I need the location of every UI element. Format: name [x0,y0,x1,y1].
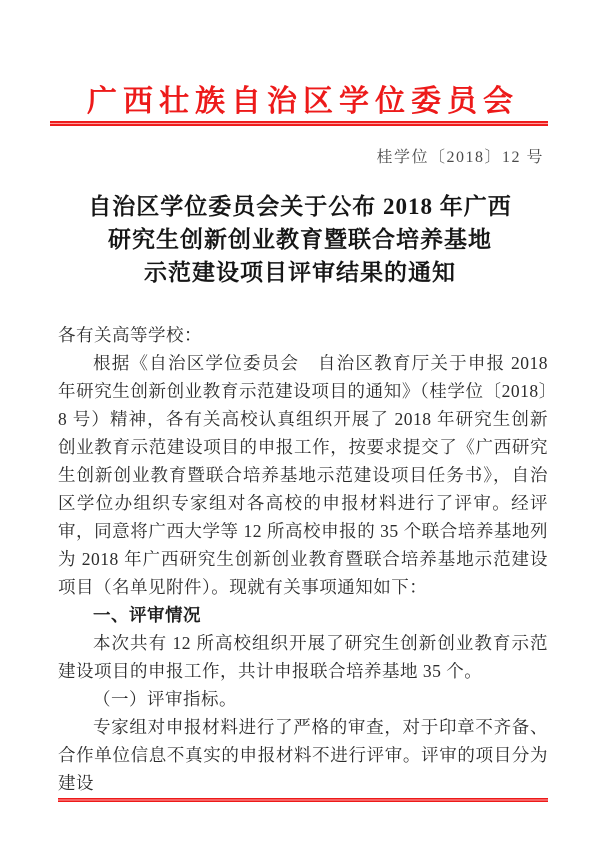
document-body [58,321,548,797]
salutation-line: 各有关高等学校： [58,325,202,345]
paragraph-application-summary: 本次共有 12 所高校组织开展了研究生创新创业教育示范建设项目的申报工作，共计申报联合培养基地 35 个。 [58,633,548,681]
document-reference-number: 桂学位〔2018〕12 号 [376,149,544,166]
paragraph-basis-and-result: 根据《自治区学位委员会 自治区教育厅关于申报 2018 年研究生创新创业教育示范建设项目的通知》（桂学位〔2018〕8 号）精神，各有关高校认真组织开展了 2018 年研究生创新创业教育示范建设项目的申报工作，按要求提交了《广西研究生创新创业教育暨联合培养基地示范建设项目任务书》，自治区学位办组织专家组对各高校的申报材料进行了评审。经评审，同意将广西大学等 12 所高校申报的 35 个联合培养基地列为 2018 年广西研究生创新创业教育暨联合培养基地示范建设项目（名单见附件）。现就有关事项通知如下： [58,353,548,597]
document-title-line-1: 自治区学位委员会关于公布 2018 年广西 [88,194,512,219]
document-title-line-2: 研究生创新创业教育暨联合培养基地 [108,227,492,252]
issuing-authority-header: 广西壮族自治区学位委员会 [87,85,519,118]
subsection-heading-review-criteria: （一）评审指标。 [93,689,237,709]
section-heading-review-situation: 一、评审情况 [93,605,201,625]
red-separator-bottom [58,798,548,802]
document-title [0,190,600,289]
paragraph-review-process: 专家组对申报材料进行了严格的审查，对于印章不齐备、合作单位信息不真实的申报材料不进行评审。评审的项目分为建设 [58,717,548,793]
document-title-line-3: 示范建设项目评审结果的通知 [144,260,456,285]
red-separator-top [50,121,548,126]
